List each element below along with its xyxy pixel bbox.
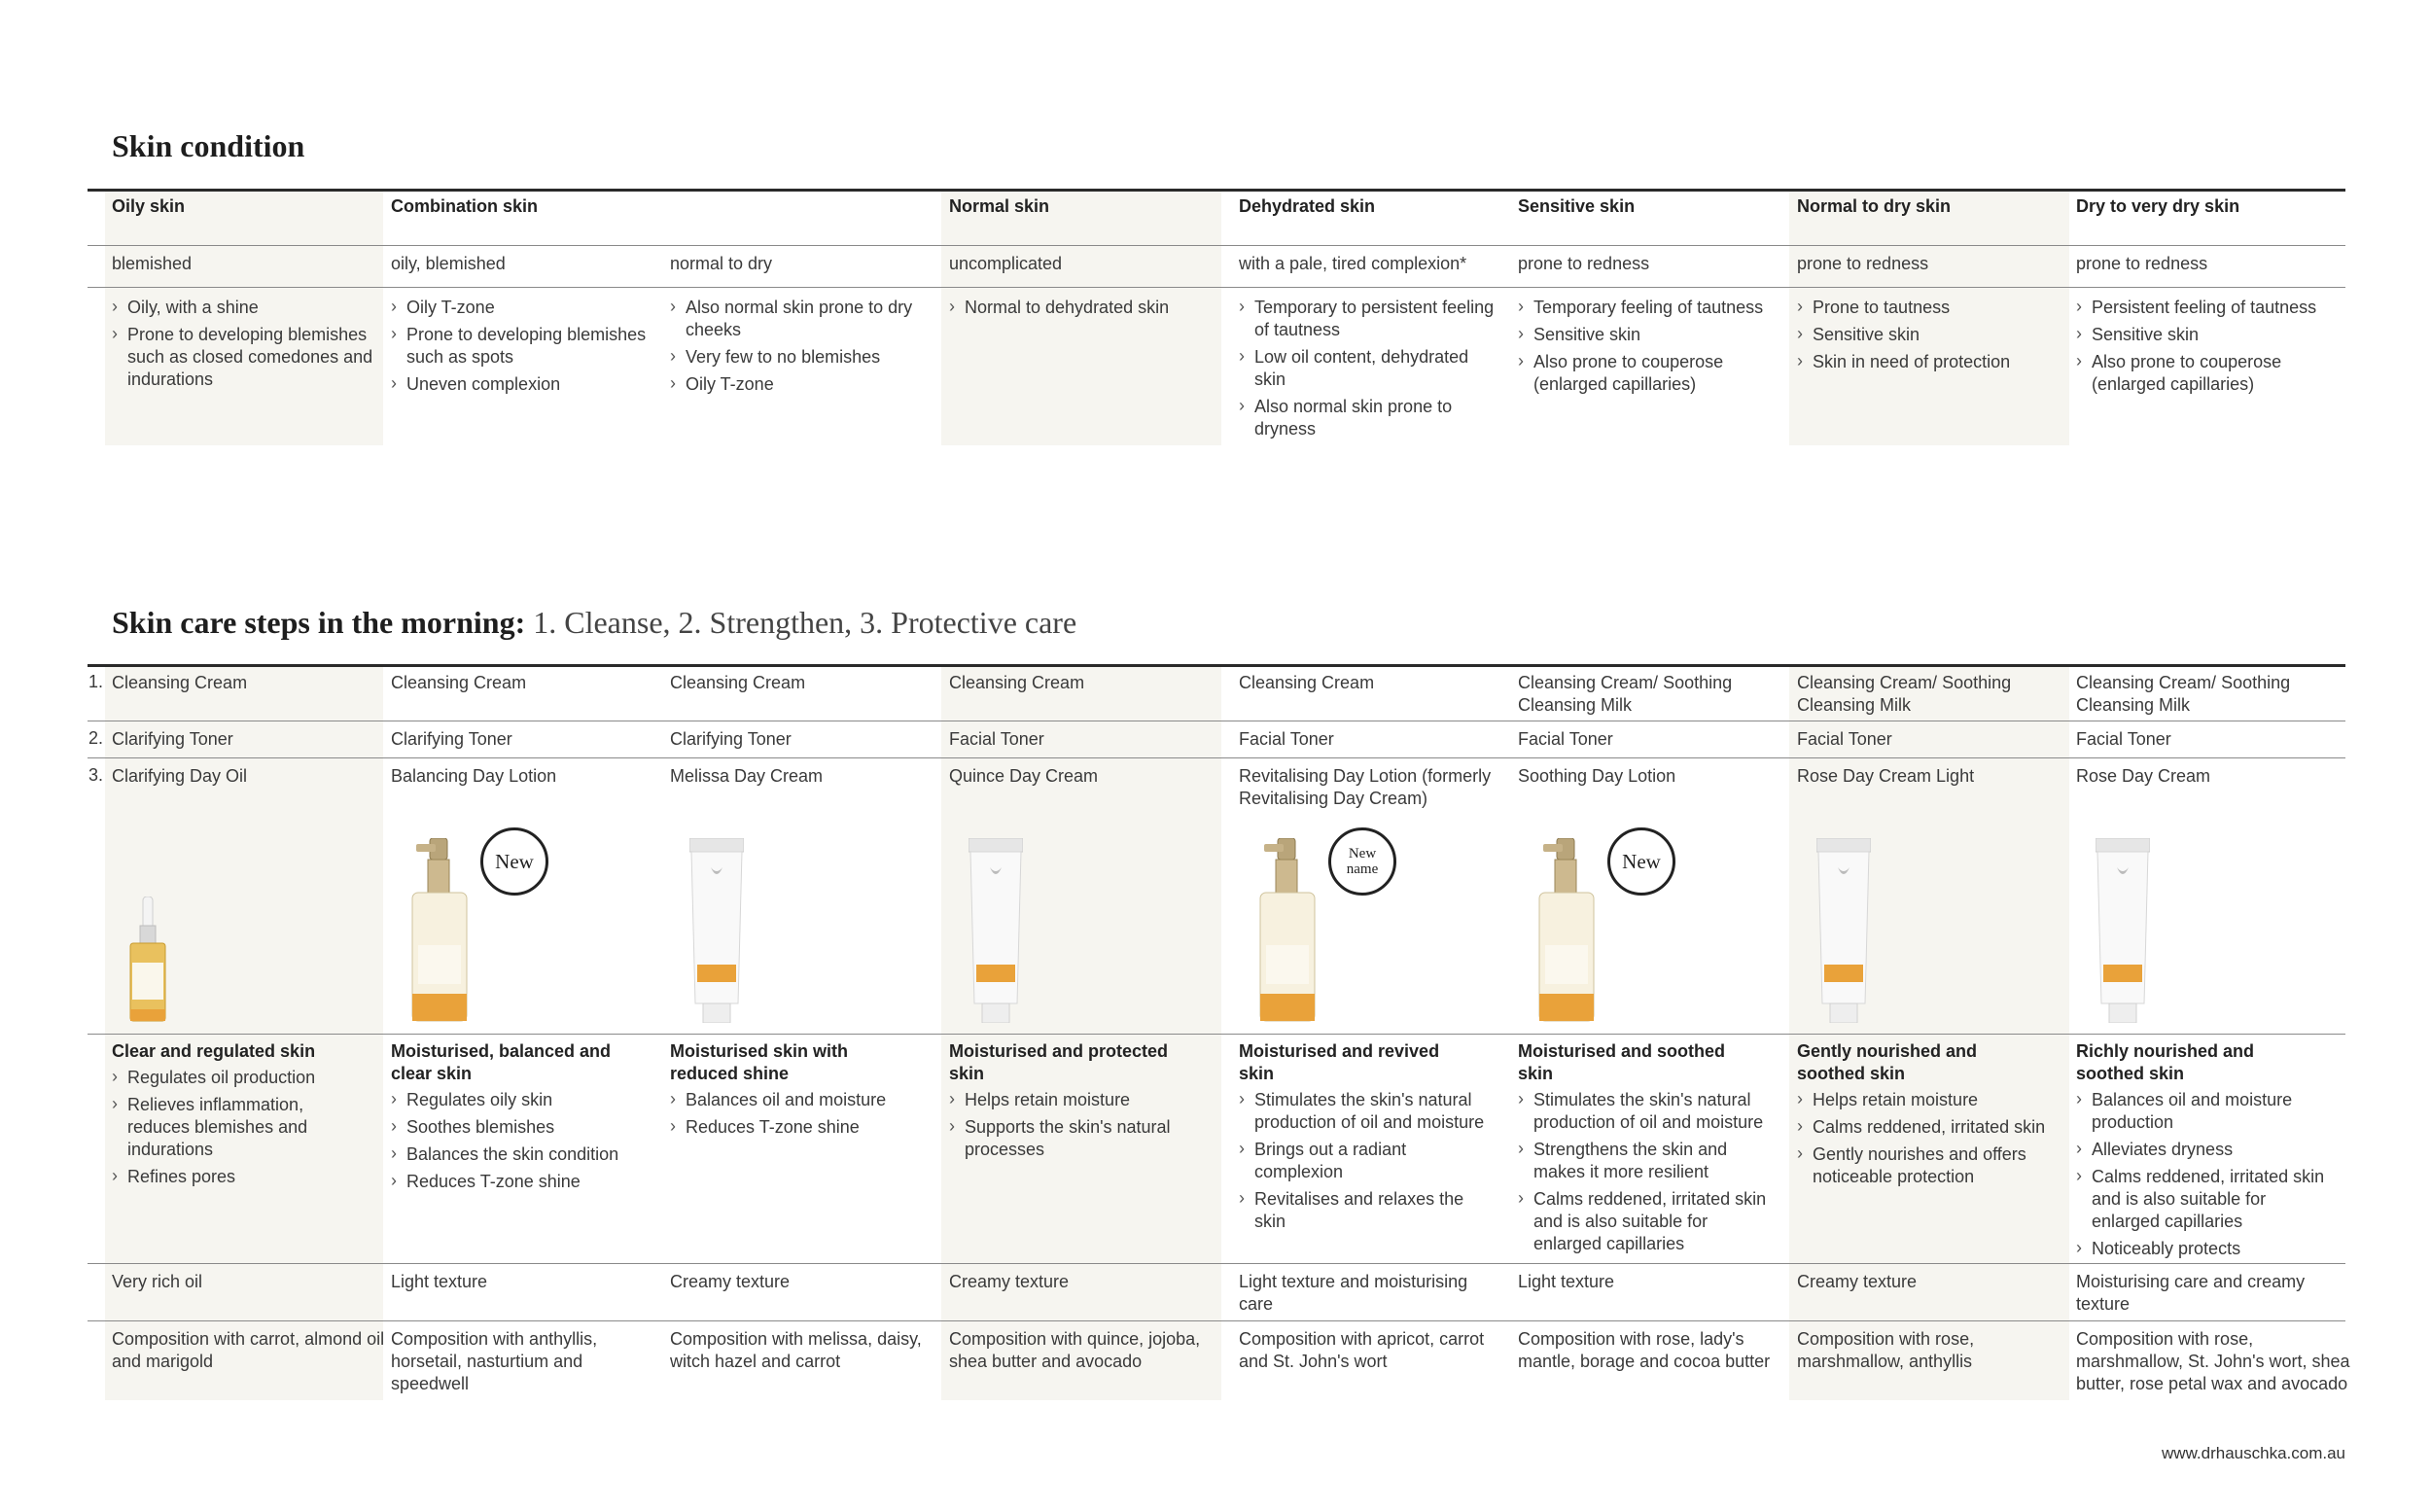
step3-product: Soothing Day Lotion [1518, 766, 1676, 786]
benefit-item: › Revitalises and relaxes the skin [1239, 1188, 1497, 1233]
benefit-item: › Helps retain moisture [1797, 1089, 2056, 1111]
texture-text: Very rich oil [112, 1272, 203, 1291]
condition-header: Normal to dry skin [1797, 196, 1952, 216]
texture-text: Creamy texture [670, 1272, 791, 1291]
benefit-item: › Reduces T-zone shine [391, 1171, 650, 1193]
new-badge: New [480, 827, 548, 896]
condition-characteristics-item: › Skin in need of protection [1797, 351, 2061, 373]
condition-characteristics-item: › Sensitive skin [2076, 324, 2341, 346]
benefit-item: › Reduces T-zone shine [670, 1116, 929, 1139]
step2-product: Facial Toner [1518, 729, 1613, 749]
section2-top-rule [88, 664, 2345, 667]
benefit-title: Moisturised and protected skin [949, 1041, 1169, 1083]
condition-characteristics-item: › Prone to tautness [1797, 297, 2061, 319]
composition-text: Composition with anthyllis, horsetail, nasturtium and speedwell [391, 1329, 598, 1393]
benefit-list [2076, 1089, 2341, 1260]
composition-text: Composition with rose, marshmallow, anthyllis [1797, 1329, 1975, 1371]
condition-characteristics [670, 297, 934, 401]
condition-characteristics-item: › Oily, with a shine [112, 297, 376, 319]
benefit-title: Gently nourished and soothed skin [1797, 1041, 1978, 1083]
product-image-tube [2096, 838, 2150, 1023]
step2-product: Facial Toner [1797, 729, 1892, 749]
benefit-item: › Helps retain moisture [949, 1089, 1208, 1111]
benefit-list [391, 1089, 655, 1193]
benefit-list [949, 1089, 1214, 1161]
benefit-item: › Balances oil and moisture production [2076, 1089, 2335, 1134]
composition-text: Composition with rose, marshmallow, St. John's wort, shea butter, rose petal wax and avocado [2076, 1329, 2350, 1393]
condition-characteristics-item: › Also prone to couperose (enlarged capillaries) [2076, 351, 2341, 396]
condition-subtype: oily, blemished [391, 254, 506, 273]
condition-characteristics-item: › Also normal skin prone to dryness [1239, 396, 1503, 440]
step1-product: Cleansing Cream/ Soothing Cleansing Milk [1797, 673, 2012, 715]
benefits-block [1239, 1040, 1503, 1238]
condition-characteristics [112, 297, 376, 396]
condition-characteristics-item: › Also normal skin prone to dry cheeks [670, 297, 934, 341]
condition-characteristics-item: › Oily T-zone [391, 297, 655, 319]
condition-characteristics-item: › Oily T-zone [670, 373, 934, 396]
condition-characteristics [1239, 297, 1503, 445]
condition-header: Normal skin [949, 196, 1050, 216]
step1-product: Cleansing Cream/ Soothing Cleansing Milk [1518, 673, 1733, 715]
condition-subtype: uncomplicated [949, 254, 1063, 273]
product-image-pump [1258, 838, 1317, 1023]
condition-subtype: prone to redness [1797, 254, 1929, 273]
step3-product: Clarifying Day Oil [112, 766, 248, 786]
benefit-item: › Alleviates dryness [2076, 1139, 2335, 1161]
condition-characteristics-item: › Low oil content, dehydrated skin [1239, 346, 1503, 391]
benefit-title: Moisturised and soothed skin [1518, 1041, 1726, 1083]
benefits-block [2076, 1040, 2341, 1265]
step1-product: Cleansing Cream [112, 673, 248, 692]
condition-characteristics-item: › Sensitive skin [1797, 324, 2061, 346]
step3-product: Balancing Day Lotion [391, 766, 557, 786]
condition-characteristics-item: › Persistent feeling of tautness [2076, 297, 2341, 319]
step3-product: Melissa Day Cream [670, 766, 824, 786]
condition-characteristics [949, 297, 1214, 324]
composition-text: Composition with melissa, daisy, witch hazel and carrot [670, 1329, 922, 1371]
benefit-item: › Calms reddened, irritated skin [1797, 1116, 2056, 1139]
condition-characteristics-item: › Very few to no blemishes [670, 346, 934, 369]
condition-characteristics-item: › Uneven complexion [391, 373, 655, 396]
benefit-list [112, 1067, 376, 1188]
condition-header: Dehydrated skin [1239, 196, 1376, 216]
section2-rule-composition [88, 1320, 2345, 1321]
product-image-pump [1537, 838, 1596, 1023]
condition-characteristics-item: › Temporary feeling of tautness [1518, 297, 1782, 319]
step3-product: Revitalising Day Lotion (formerly Revitalising Day Cream) [1239, 766, 1492, 808]
product-image-dropper [126, 897, 169, 1023]
benefit-item: › Regulates oil production [112, 1067, 370, 1089]
composition-text: Composition with quince, jojoba, shea butter and avocado [949, 1329, 1201, 1371]
benefit-list [1239, 1089, 1503, 1233]
product-image-tube [969, 838, 1023, 1023]
condition-header: Sensitive skin [1518, 196, 1636, 216]
benefit-item: › Gently nourishes and offers noticeable protection [1797, 1143, 2056, 1188]
new-badge: New [1607, 827, 1675, 896]
texture-text: Creamy texture [949, 1272, 1070, 1291]
texture-text: Creamy texture [1797, 1272, 1918, 1291]
step3-product: Quince Day Cream [949, 766, 1099, 786]
texture-text: Light texture [1518, 1272, 1615, 1291]
composition-text: Composition with apricot, carrot and St. John's wort [1239, 1329, 1485, 1371]
benefit-title: Clear and regulated skin [112, 1041, 316, 1061]
benefit-item: › Noticeably protects [2076, 1238, 2335, 1260]
benefit-item: › Strengthens the skin and makes it more resilient [1518, 1139, 1777, 1183]
footer-url[interactable]: www.drhauschka.com.au [2162, 1444, 2345, 1462]
texture-text: Light texture [391, 1272, 488, 1291]
benefit-item: › Stimulates the skin's natural production of oil and moisture [1518, 1089, 1777, 1134]
condition-characteristics-item: › Normal to dehydrated skin [949, 297, 1214, 319]
composition-text: Composition with carrot, almond oil and marigold [112, 1329, 385, 1371]
benefit-item: › Supports the skin's natural processes [949, 1116, 1208, 1161]
step3-product: Rose Day Cream [2076, 766, 2211, 786]
product-image-tube [689, 838, 744, 1023]
step1-product: Cleansing Cream/ Soothing Cleansing Milk [2076, 673, 2291, 715]
step-number-3: 3. [88, 765, 104, 785]
condition-characteristics-item: › Prone to developing blemishes such as closed comedones and indurations [112, 324, 376, 391]
step1-product: Cleansing Cream [670, 673, 806, 692]
condition-characteristics-item: › Prone to developing blemishes such as spots [391, 324, 655, 369]
benefits-block [670, 1040, 934, 1143]
condition-characteristics-item: › Sensitive skin [1518, 324, 1782, 346]
condition-characteristics [391, 297, 655, 401]
benefits-block [1797, 1040, 2061, 1193]
step1-product: Cleansing Cream [391, 673, 527, 692]
condition-subtype: with a pale, tired complexion* [1239, 254, 1467, 273]
condition-characteristics-item: › Also prone to couperose (enlarged capillaries) [1518, 351, 1782, 396]
benefit-title: Moisturised, balanced and clear skin [391, 1041, 612, 1083]
benefit-item: › Calms reddened, irritated skin and is also suitable for enlarged capillaries [1518, 1188, 1777, 1255]
condition-subtype: blemished [112, 254, 193, 273]
benefit-item: › Balances oil and moisture [670, 1089, 929, 1111]
benefit-list [1518, 1089, 1782, 1255]
section2-rule-texture [88, 1263, 2345, 1264]
section-skin-condition-title: Skin condition [112, 128, 305, 163]
condition-subtype: prone to redness [2076, 254, 2208, 273]
benefit-list [670, 1089, 934, 1139]
step1-product: Cleansing Cream [1239, 673, 1375, 692]
benefit-title: Moisturised and revived skin [1239, 1041, 1440, 1083]
benefit-item: › Relieves inflammation, reduces blemishes and indurations [112, 1094, 370, 1161]
benefit-item: › Calms reddened, irritated skin and is also suitable for enlarged capillaries [2076, 1166, 2335, 1233]
benefit-title: Moisturised skin with reduced shine [670, 1041, 849, 1083]
step1-product: Cleansing Cream [949, 673, 1085, 692]
condition-header: Oily skin [112, 196, 186, 216]
benefit-item: › Soothes blemishes [391, 1116, 650, 1139]
section2-rule-benefits [88, 1034, 2345, 1035]
condition-characteristics-item: › Temporary to persistent feeling of tautness [1239, 297, 1503, 341]
benefit-item: › Balances the skin condition [391, 1143, 650, 1166]
condition-characteristics [1518, 297, 1782, 401]
new-badge: New name [1328, 827, 1396, 896]
benefits-block [112, 1040, 376, 1193]
benefits-block [391, 1040, 655, 1198]
step2-product: Facial Toner [2076, 729, 2171, 749]
step2-product: Clarifying Toner [670, 729, 792, 749]
texture-text: Light texture and moisturising care [1239, 1272, 1468, 1314]
condition-characteristics [1797, 297, 2061, 378]
product-image-pump [410, 838, 469, 1023]
benefit-item: › Brings out a radiant complexion [1239, 1139, 1497, 1183]
condition-subtype: prone to redness [1518, 254, 1650, 273]
section-morning-steps-title: Skin care steps in the morning: 1. Cleanse, 2. Strengthen, 3. Protective care [112, 605, 1077, 640]
section1-top-rule [88, 189, 2345, 192]
benefits-block [1518, 1040, 1782, 1260]
step-number-2: 2. [88, 728, 104, 748]
condition-header: Dry to very dry skin [2076, 196, 2240, 216]
composition-text: Composition with rose, lady's mantle, borage and cocoa butter [1518, 1329, 1771, 1371]
benefit-item: › Refines pores [112, 1166, 370, 1188]
condition-characteristics [2076, 297, 2341, 401]
step2-product: Clarifying Toner [112, 729, 233, 749]
condition-subtype: normal to dry [670, 254, 773, 273]
step3-product: Rose Day Cream Light [1797, 766, 1975, 786]
texture-text: Moisturising care and creamy texture [2076, 1272, 2306, 1314]
section2-rule-step3 [88, 757, 2345, 758]
step2-product: Facial Toner [949, 729, 1044, 749]
step-number-1: 1. [88, 672, 104, 691]
benefit-item: › Regulates oily skin [391, 1089, 650, 1111]
step2-product: Facial Toner [1239, 729, 1334, 749]
benefit-list [1797, 1089, 2061, 1188]
section1-rule-3 [88, 287, 2345, 288]
condition-header: Combination skin [391, 196, 539, 216]
benefit-item: › Stimulates the skin's natural production of oil and moisture [1239, 1089, 1497, 1134]
benefits-block [949, 1040, 1214, 1166]
product-image-tube [1816, 838, 1871, 1023]
step2-product: Clarifying Toner [391, 729, 512, 749]
section1-rule-2 [88, 245, 2345, 246]
benefit-title: Richly nourished and soothed skin [2076, 1041, 2255, 1083]
